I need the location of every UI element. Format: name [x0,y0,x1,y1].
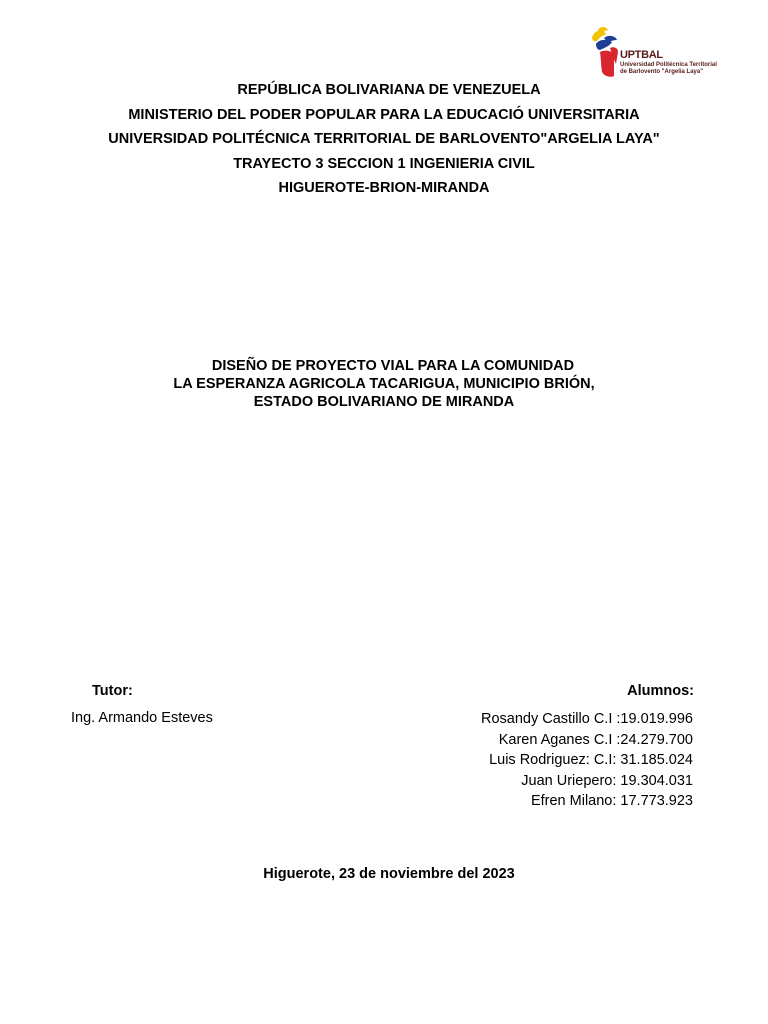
tutor-name: Ing. Armando Esteves [71,710,213,726]
student-item: Karen Aganes C.I :24.279.700 [498,731,693,748]
place-date-text: Higuerote, 23 de noviembre del 2023 [263,866,515,882]
student-item: Juan Uriepero: 19.304.031 [521,772,693,789]
project-title [0,357,768,411]
header-line-section: TRAYECTO 3 SECCION 1 INGENIERIA CIVIL [233,155,535,172]
title-line-2: LA ESPERANZA AGRICOLA TACARIGUA, MUNICIPIO BRIÓN, [173,376,595,392]
title-line-1: DISEÑO DE PROYECTO VIAL PARA LA COMUNIDAD [211,358,575,374]
university-logo [590,24,720,82]
logo-emblem-icon [590,24,622,82]
logo-subtitle-line-1: Universidad Politécnica Territorial [620,62,717,68]
tutor-label: Tutor: [92,683,133,699]
student-item: Efren Milano: 17.773.923 [530,793,693,809]
student-item: Luis Rodriguez: C.I: 31.185.024 [489,752,693,768]
header-line-ministry: MINISTERIO DEL PODER POPULAR PARA LA EDUCACIÓ UNIVERSITARIA [128,106,640,123]
students-list [481,710,693,813]
header-line-location: HIGUEROTE-BRION-MIRANDA [278,180,490,196]
title-line-3: ESTADO BOLIVARIANO DE MIRANDA [253,394,515,410]
student-item: Rosandy Castillo C.I :19.019.996 [481,711,693,727]
students-label: Alumnos: [627,683,694,699]
header-line-republic: REPÚBLICA BOLIVARIANA DE VENEZUELA [237,82,541,98]
logo-name: UPTBAL [620,49,663,61]
logo-subtitle-line-2: de Barlovento "Argelia Laya" [620,69,704,75]
place-date [0,866,768,882]
logo-subtitle [620,62,717,76]
institution-header [0,80,768,203]
header-line-university: UNIVERSIDAD POLITÉCNICA TERRITORIAL DE BARLOVENTO"ARGELIA LAYA" [108,131,660,147]
